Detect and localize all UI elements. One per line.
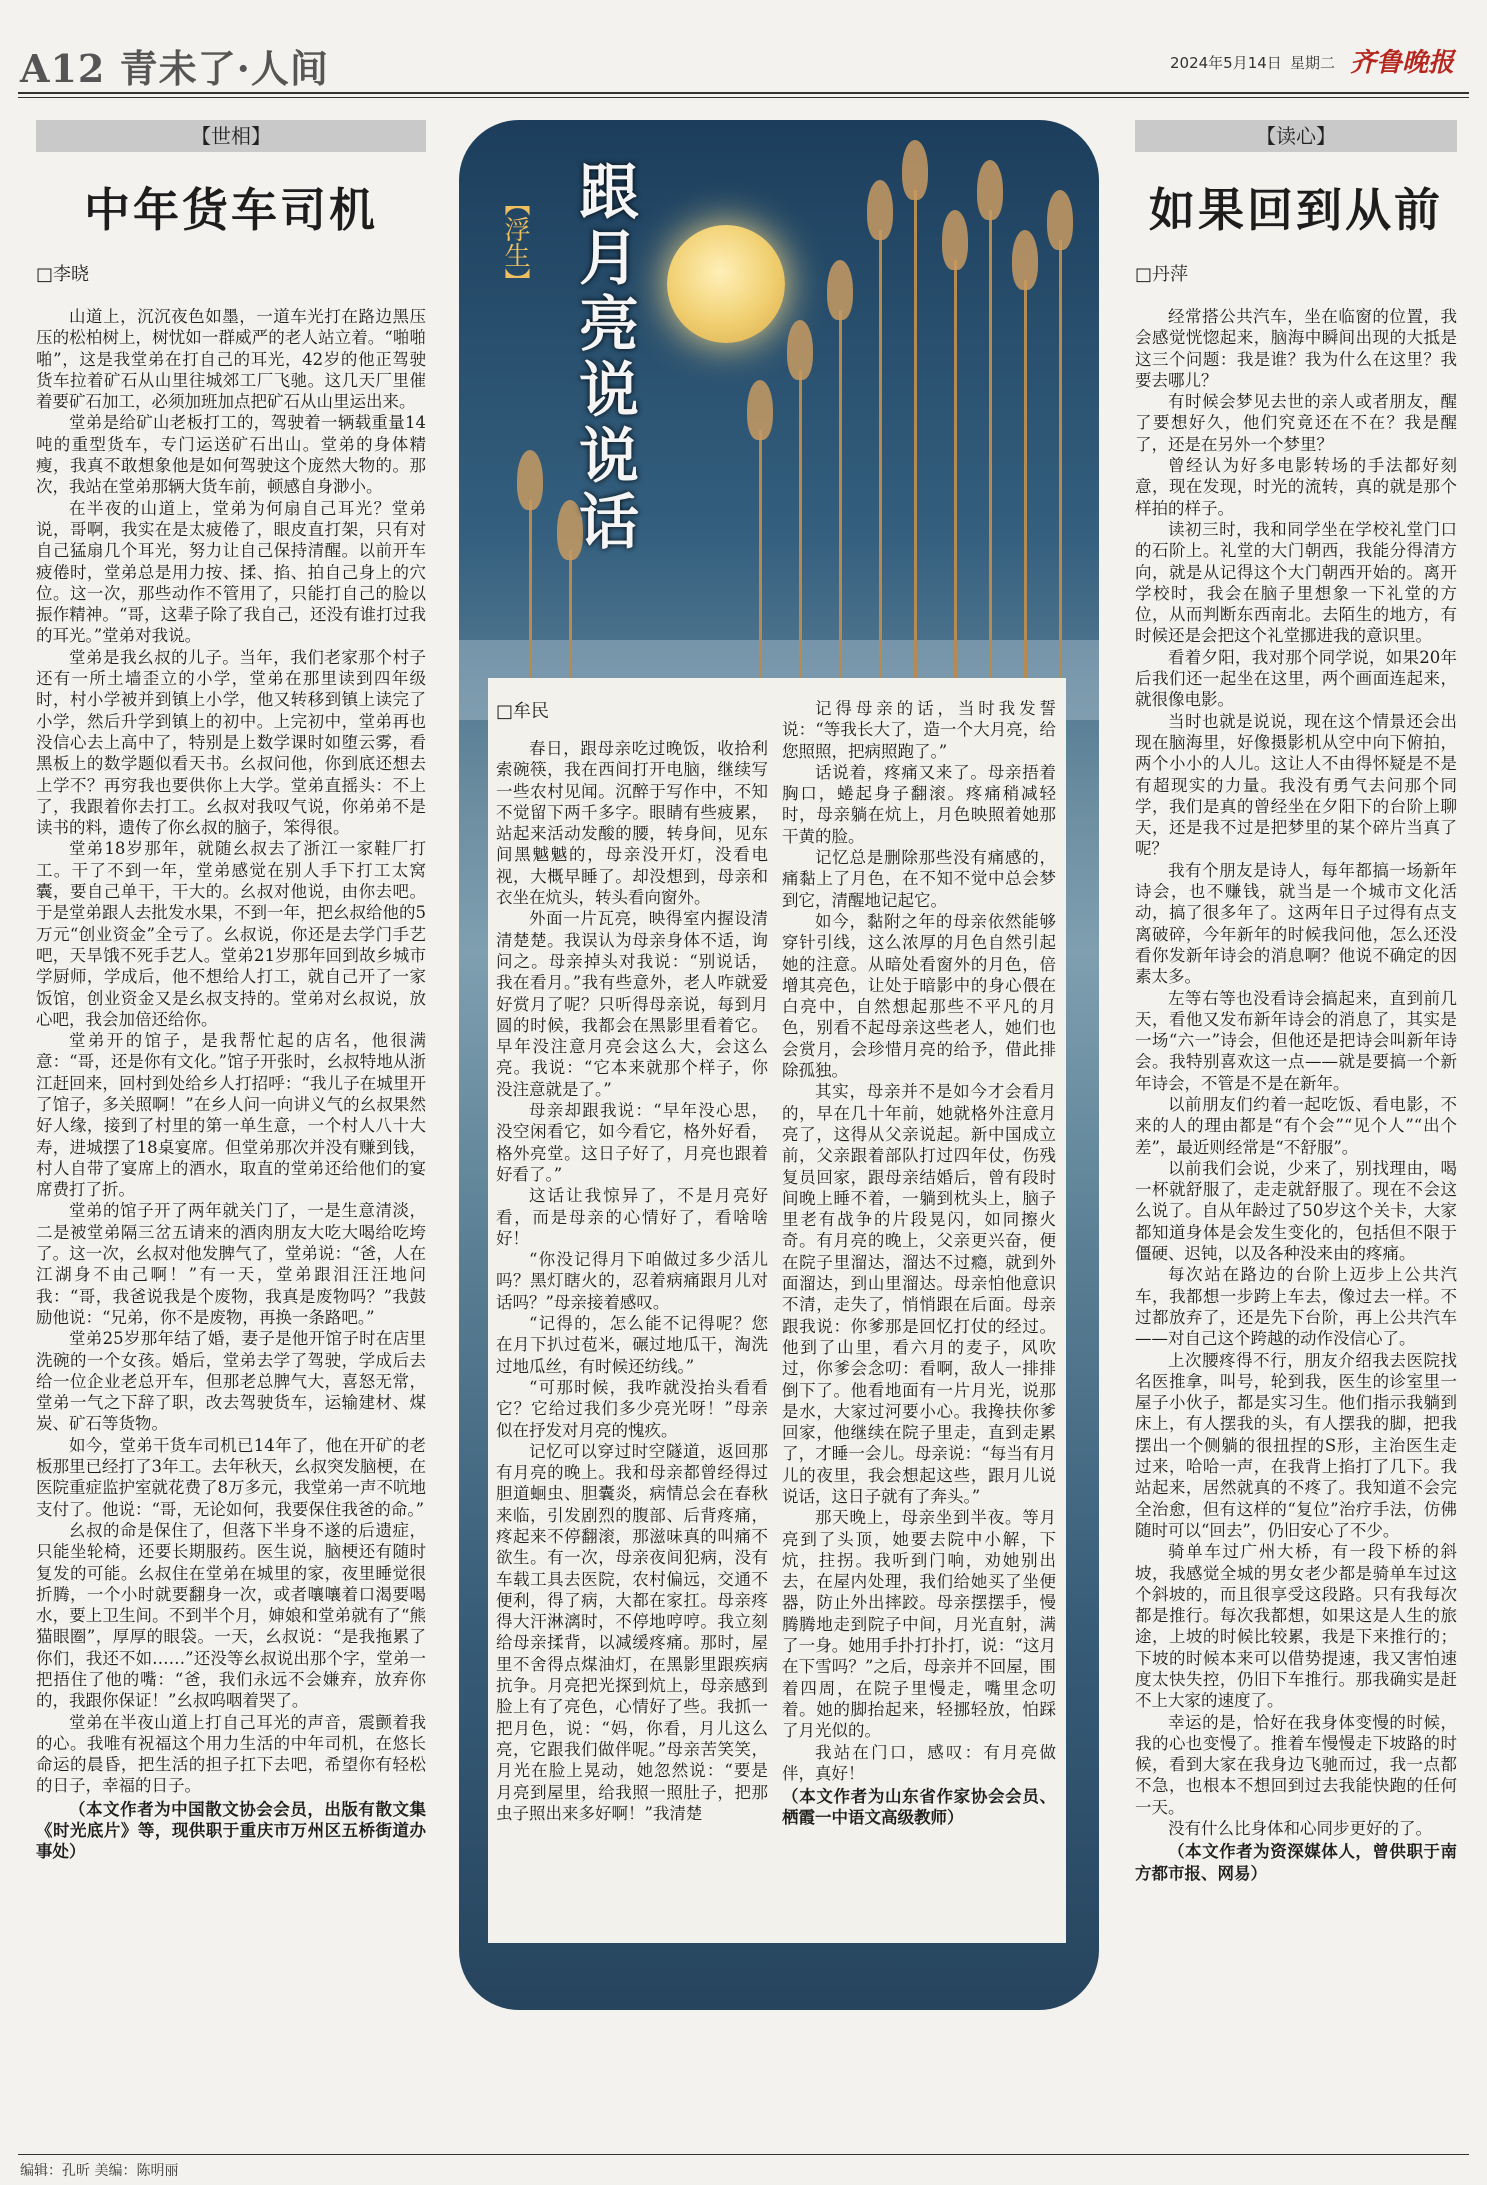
paragraph: 我站在门口，感叹：有月亮做伴，真好！ [782, 1742, 1056, 1783]
feature-author-note: （本文作者为山东省作家协会会员、栖霞一中语文高级教师） [782, 1787, 1056, 1828]
reed-plume [1047, 190, 1073, 250]
paragraph: 看着夕阳，我对那个同学说，如果20年后我们还一起坐在这里，两个画面连起来，就很像电影。 [1135, 647, 1457, 710]
paragraph: 母亲却跟我说：“早年没心思，没空闲看它，如今看它，格外好看，格外亮堂。这日子好了，月亮也跟着好看了。” [496, 1101, 768, 1184]
section-tag-shixiang: 【世相】 [36, 120, 426, 152]
paragraph: “记得的，怎么能不记得呢？您在月下扒过苞米，碾过地瓜干，淘洗过地瓜丝，有时候还纺线。” [496, 1314, 768, 1376]
page-section-title: A12 青未了·人间 [20, 46, 329, 91]
paragraph: 外面一片瓦亮，映得室内握设清清楚楚。我误认为母亲身体不适，询问之。母亲掉头对我说：“别说话，我在看月。”我有些意外，老人咋就爱好赏月了呢？只听得母亲说，每到月圆的时候，我都会在黑影里看着它。早年没注意月亮会这么大，会这么亮。我说：“它本来就那个样子，你没注意就是了。” [496, 909, 768, 1099]
paragraph: 堂弟的馆子开了两年就关门了，一是生意清淡，二是被堂弟隔三岔五请来的酒肉朋友大吃大喝给吃垮了。这一次，幺叔对他发脾气了，堂弟说：“爸，人在江湖身不由己啊！”有一天，堂弟跟泪汪汪地问我：“哥，我爸说我是个废物，我真是废物吗？”我鼓励他说：“兄弟，你不是废物，再换一条路吧。” [36, 1201, 426, 1327]
paragraph: 堂弟在半夜山道上打自己耳光的声音，震颤着我的心。我唯有祝福这个用力生活的中年司机，在悠长命运的晨昏，把生活的担子扛下去吧，希望你有轻松的日子，幸福的日子。 [36, 1712, 426, 1796]
author-note-right: （本文作者为资深媒体人，曾供职于南方都市报、网易） [1135, 1842, 1457, 1883]
article-body [36, 306, 426, 1797]
paragraph: 骑单车过广州大桥，有一段下桥的斜坡，我感觉全城的男女老少都是骑单车过这个斜坡的，而且很享受这段路。只有我每次都是推行。每次我都想，如果这是人生的旅途，上坡的时候比较累，我是下来推行的；下坡的时候本来可以借势提速，我又害怕速度太快失控，仍旧下车推行。那我确实是赶不上大家的速度了。 [1135, 1542, 1457, 1711]
footer-rule [18, 2154, 1469, 2155]
article-right [1135, 120, 1457, 1884]
paragraph: 左等右等也没看诗会搞起来，直到前几天，看他又发布新年诗会的消息了，其实是一场“六一”诗会，但他还是把诗会叫新年诗会。我特别喜欢这一点——就是要搞一个新年诗会，不管是不是在新年。 [1135, 988, 1457, 1093]
feature-column-2 [782, 698, 1056, 1829]
reed-plume [787, 320, 813, 380]
paragraph: 以前朋友们约着一起吃饭、看电影，不来的人的理由都是“有个会”“见个人”“出个差”，最近则经常是“不舒服”。 [1135, 1094, 1457, 1157]
article-title-right: 如果回到从前 [1149, 183, 1443, 237]
paragraph: 曾经认为好多电影转场的手法都好刻意，现在发现，时光的流转，真的就是那个样拍的样子。 [1135, 456, 1457, 518]
article-author-right: □丹萍 [1135, 264, 1189, 285]
paragraph: 堂弟开的馆子，是我帮忙起的店名，他很满意：“哥，还是你有文化。”馆子开张时，幺叔特地从浙江赶回来，回村到处给乡人打招呼：“我儿子在城里开了馆子，多关照啊！”在乡人问一向讲义气的幺叔果然好人缘，接到了村里的第一单生意，一个村人八十大寿，进城摆了18桌宴席。但堂弟那次并没有赚到钱，村人自带了宴席上的酒水，取直的堂弟还给他们的宴席费打了折。 [36, 1031, 426, 1200]
issue-date: 2024年5月14日 [1170, 54, 1282, 72]
paragraph: 记得母亲的话，当时我发誓说：“等我长大了，造一个大月亮，给您照照，把病照跑了。” [782, 699, 1056, 761]
paragraph: 上次腰疼得不行，朋友介绍我去医院找名医推拿，叫号，轮到我，医生的诊室里一屋子小伙子，都是实习生。他们指示我躺到床上，有人摆我的头，有人摆我的脚，把我摆出一个侧躺的很扭捏的S形，主治医生走过来，哈哈一声，在我背上掐打了几下。我站起来，居然就真的不疼了。我知道不会完全治愈，但有这样的“复位”治疗手法，仿佛随时可以“回去”，仍旧安心了不少。 [1135, 1350, 1457, 1540]
feature-panel [459, 120, 1099, 2010]
paragraph: “可那时候，我咋就没抬头看看它？它给过我们多少亮光呀！”母亲似在抒发对月亮的愧疚。 [496, 1377, 768, 1440]
feature-column-1 [496, 738, 768, 1824]
reed-plume [977, 160, 1003, 220]
reed-plume [867, 180, 893, 240]
paragraph: 以前我们会说，少来了，别找理由，喝一杯就舒服了，走走就舒服了。现在不会这么说了。自从年龄过了50岁这个关卡，大家都知道身体是会发生变化的，包括但不限于僵硬、迟钝，以及各种没来由的疼痛。 [1135, 1158, 1457, 1264]
reed-plume [827, 260, 853, 320]
paragraph: 读初三时，我和同学坐在学校礼堂门口的石阶上。礼堂的大门朝西，我能分得清方向，就是从记得这个大门朝西开始的。离开学校时，我会在脑子里想象一下礼堂的方位，从而判断东西南北。去陌生的地方，有时候还是会把这个礼堂挪进我的意识里。 [1135, 519, 1457, 646]
issue-weekday: 星期二 [1290, 54, 1336, 72]
article-author: □李晓 [36, 264, 90, 285]
article-body-right [1135, 306, 1457, 1839]
paragraph: 山道上，沉沉夜色如墨，一道车光打在路边黑压压的松柏树上，树忧如一群威严的老人站立着。“啪啪啪”，这是我堂弟在打自己的耳光，42岁的他正驾驶货车拉着矿石从山里往城郊工厂飞驰。这几天厂里催着要矿石加工，必须加班加点把矿石从山里运出来。 [36, 307, 426, 412]
reed-plume [1012, 230, 1038, 290]
paragraph: 我有个朋友是诗人，每年都搞一场新年诗会，也不赚钱，就当是一个城市文化活动，搞了很多年了。这两年日子过得有点支离破碎，今年新年的时候我问他，怎么还没看你发新年诗会的消息啊？他说不确定的因素太多。 [1135, 860, 1457, 987]
paragraph: 其实，母亲并不是如今才会看月的，早在几十年前，她就格外注意月亮了，这得从父亲说起。新中国成立前，父亲跟着部队打过四年仗，伤残复员回家，跟母亲结婚后，曾有段时间晚上睡不着，一躺到枕头上，脑子里老有战争的片段晃闪，如同擦火奇。有月亮的晚上，父亲更兴奋，便在院子里溜达，溜达不过瘾，就到外面溜达，到山里溜达。母亲怕他意识不清，走失了，悄悄跟在后面。母亲跟我说：你爹那是回忆打仗的经过。他到了山里，看六月的麦子，风吹过，你爹会念叨：看啊，敌人一排排倒下了。他看地面有一片月光，说那是水，大家过河要小心。我搀扶你爹回家，他继续在院子里走，直到走累了，才睡一会儿。母亲说：“每当有月儿的夜里，我会想起这些，跟月儿说说话，这日子就有了奔头。” [782, 1082, 1056, 1506]
paragraph: 记忆可以穿过时空隧道，返回那有月亮的晚上。我和母亲都曾经得过胆道蛔虫、胆囊炎，病情总会在春秋来临，引发剧烈的腹部、后背疼痛，疼起来不停翻滚，那滋味真的叫痛不欲生。有一次，母亲夜间犯病，没有车载工具去医院，农村偏远，交通不便利，得了病，大都在家扛。母亲疼得大汗淋漓时，不停地哼哼。我立刻给母亲揉背，以减缓疼痛。那时，屋里不舍得点煤油灯，在黑影里跟疾病抗争。月亮把光探到炕上，母亲感到脸上有了亮色，心情好了些。我抓一把月色，说：“妈，你看，月儿这么亮，它跟我们做伴呢。”母亲苦笑笑，月光在脸上晃动，她忽然说：“要是月亮到屋里，给我照一照肚子，把那虫子照出来多好啊！”我清楚 [496, 1441, 768, 1823]
paragraph: 那天晚上，母亲坐到半夜。等月亮到了头顶，她要去院中小解，下炕，拄拐。我听到门响，劝她别出去，在屋内处理，我们给她买了坐便器，防止外出摔跤。母亲摆摆手，慢腾腾地走到院子中间，月光直射，满了一身。她用手扑打扑打，说：“这月在下雪吗？”之后，母亲并不回屋，围着四周，在院子里慢走，嘴里念叨着。她的脚抬起来，轻挪轻放，怕踩了月光似的。 [782, 1508, 1056, 1741]
paragraph: 这话让我惊异了，不是月亮好看，而是母亲的心情好了，看啥啥好！ [496, 1186, 768, 1248]
article-title: 中年货车司机 [84, 183, 378, 237]
reed-plume [517, 450, 543, 510]
paragraph: 记忆总是删除那些没有痛感的，痛黏上了月色，在不知不觉中总会梦到它，清醒地记起它。 [782, 848, 1056, 910]
paragraph: 堂弟是给矿山老板打工的，驾驶着一辆载重量14吨的重型货车，专门运送矿石出山。堂弟的身体精瘦，我真不敢想象他是如何驾驶这个庞然大物的。那次，我站在堂弟那辆大货车前，顿感自身渺小。 [36, 413, 426, 497]
paragraph: 堂弟是我幺叔的儿子。当年，我们老家那个村子还有一所土墙歪立的小学，堂弟在那里读到四年级时，村小学被并到镇上小学，他又转移到镇上读完了小学，然后升学到镇上的初中。上完初中，堂弟再也没信心去上高中了，特别是上数学课时如堕云雾，看黑板上的数学题似看天书。幺叔问他，你到底还想去上学不？再穷我也要供你上大学。堂弟直摇头：不上了，我跟着你去打工。幺叔对我叹气说，你弟弟不是读书的料，遗传了你幺叔的脑子，笨得很。 [36, 647, 426, 838]
paragraph: 堂弟25岁那年结了婚，妻子是他开馆子时在店里洗碗的一个女孩。婚后，堂弟去学了驾驶，学成后去给一位企业老总开车，但那老总脾气大，喜怒无常，堂弟一气之下辞了职，改去驾驶货车，运输建材、煤炭、矿石等货物。 [36, 1329, 426, 1434]
paragraph: 在半夜的山道上，堂弟为何扇自己耳光？堂弟说，哥啊，我实在是太疲倦了，眼皮直打架，只有对自己猛扇几个耳光，努力让自己保持清醒。以前开车疲倦时，堂弟总是用力按、揉、掐、拍自己身上的穴位。这一次，那些动作不管用了，只能打自己的脸以振作精神。“哥，这辈子除了我自己，还没有谁打过我的耳光。”堂弟对我说。 [36, 498, 426, 646]
newspaper-logo: 齐鲁晚报 [1350, 48, 1455, 78]
feature-title: 跟月亮说说话 [569, 160, 639, 556]
paragraph: 没有什么比身体和心同步更好的了。 [1168, 1819, 1432, 1839]
paragraph: 当时也就是说说，现在这个情景还会出现在脑海里，好像摄影机从空中向下俯拍，两个小小的人儿。这让人不由得怀疑是不是有超现实的力量。我没有勇气去问那个同学，我们是真的曾经坐在夕阳下的台阶上聊天，还是我不过是把梦里的某个碎片当真了呢？ [1135, 711, 1457, 859]
paragraph: 话说着，疼痛又来了。母亲捂着胸口，蜷起身子翻滚。疼痛稍减轻时，母亲躺在炕上，月色映照着她那干黄的脸。 [782, 762, 1056, 846]
editor-credits: 编辑：孔昕 美编：陈明丽 [20, 2163, 179, 2179]
reed-plume [747, 380, 773, 440]
header-rule [18, 92, 1469, 94]
feature-author: □牟民 [496, 701, 550, 722]
paragraph: 幺叔的命是保住了，但落下半身不遂的后遗症，只能坐轮椅，还要长期服药。医生说，脑梗还有随时复发的可能。幺叔住在堂弟在城里的家，夜里睡觉很折腾，一个小时就要翻身一次，或者嚷嚷着口渴要喝水，要上卫生间。不到半个月，婶娘和堂弟就有了“熊猫眼圈”，厚厚的眼袋。一天，幺叔说：“是我拖累了你们，我还不如……”还没等幺叔说出那个字，堂弟一把捂住了他的嘴：“爸，我们永远不会嫌弃，放弃你的，我跟你保证！”幺叔呜咽着哭了。 [36, 1520, 426, 1711]
reed-plume [902, 140, 928, 200]
article-left [36, 120, 426, 1863]
paragraph: 春日，跟母亲吃过晚饭，收拾利索碗筷，我在西间打开电脑，继续写一些农村见闻。沉醉于写作中，不知不觉留下两千多字。眼睛有些疲累，站起来活动发酸的腰，转身间，见东间黑魆魆的，母亲没开灯，没看电视，大概早睡了。却没想到，母亲和衣坐在炕头，转头看向窗外。 [496, 739, 768, 908]
section-tag-duxin: 【读心】 [1135, 120, 1457, 152]
paragraph: 如今，黏附之年的母亲依然能够穿针引线，这么浓厚的月色自然引起她的注意。从暗处看窗外的月色，倍增其亮色，让处于暗影中的身心偎在白亮中，自然想起那些不平凡的月色，别看不起母亲这些老人，她们也会赏月，会珍惜月亮的给予，借此排除孤独。 [782, 911, 1056, 1081]
section-tag-fusheng: 【浮生】 [500, 190, 530, 294]
header-rule-thin [18, 97, 1469, 98]
paragraph: 经常搭公共汽车，坐在临窗的位置，我会感觉恍惚起来，脑海中瞬间出现的大抵是这三个问题：我是谁？我为什么在这里？我要去哪儿？ [1135, 307, 1457, 390]
paragraph: 堂弟18岁那年，就随幺叔去了浙江一家鞋厂打工。干了不到一年，堂弟感觉在别人手下打工太窝囊，要自己单干，干大的。幺叔对他说，由你去吧。于是堂弟跟人去批发水果，不到一年，把幺叔给他的5万元“创业资金”全亏了。幺叔说，你还是去学门手艺吧，天旱饿不死手艺人。堂弟21岁那年回到故乡城市学厨师，学成后，他不想给人打工，就自己开了一家饭馆，创业资金又是幺叔支持的。堂弟对幺叔说，放心吧，我会加倍还给你。 [36, 839, 426, 1029]
reed-plume [942, 210, 968, 270]
paragraph: 幸运的是，恰好在我身体变慢的时候，我的心也变慢了。推着车慢慢走下坡路的时候，看到大家在我身边飞驰而过，我一点都不急，也根本不想回到过去我能快跑的任何一天。 [1135, 1712, 1457, 1817]
paragraph: “你没记得月下咱做过多少活儿吗？黑灯瞎火的，忍着病痛跟月儿对话吗？”母亲接着感叹。 [496, 1250, 768, 1312]
moon-illustration [667, 225, 785, 343]
paragraph: 每次站在路边的台阶上迈步上公共汽车，我都想一步跨上车去，像过去一样。不过都放弃了，还是先下台阶，再上公共汽车——对自己这个跨越的动作没信心了。 [1135, 1265, 1457, 1349]
author-note: （本文作者为中国散文协会会员，出版有散文集《时光底片》等，现供职于重庆市万州区五桥街道办事处） [36, 1799, 426, 1862]
paragraph: 如今，堂弟干货车司机已14年了，他在开矿的老板那里已经打了3年工。去年秋天，幺叔突发脑梗，在医院重症监护室就花费了8万多元，我堂弟一声不吭地支付了。他说：“哥，无论如何，我要保住我爸的命。” [36, 1435, 426, 1519]
paragraph: 有时候会梦见去世的亲人或者朋友，醒了要想好久，他们究竟还在不在？我是醒了，还是在另外一个梦里？ [1135, 392, 1457, 454]
